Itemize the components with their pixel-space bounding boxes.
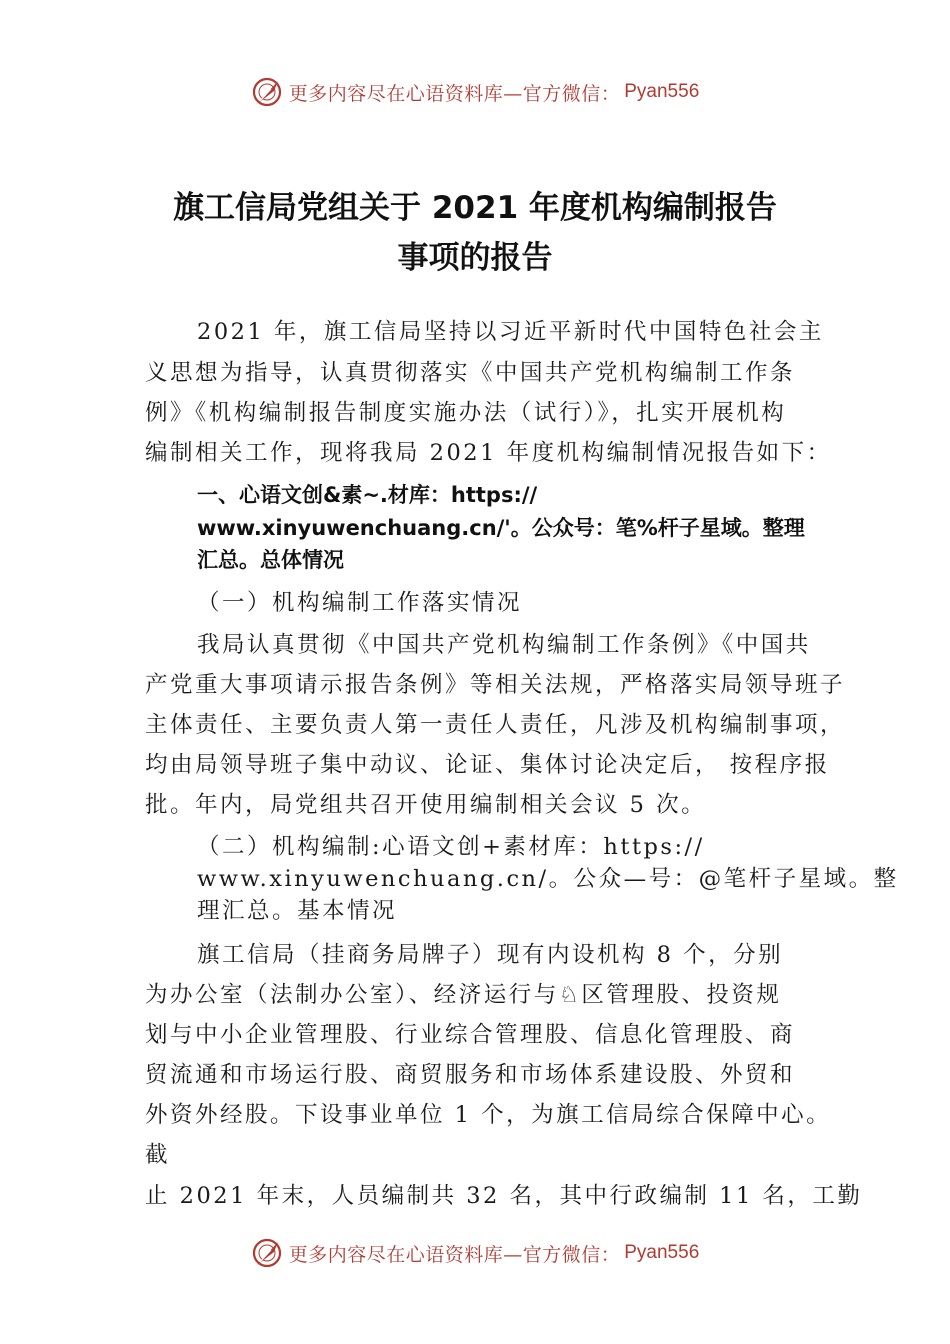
quill-seal-icon <box>251 1237 283 1269</box>
subheading-line: 理汇总。基本情况 <box>197 898 398 924</box>
body-text-line: 划与中小企业管理股、行业综合管理股、信息化管理股、商 <box>145 1022 796 1048</box>
footer-banner <box>0 1233 950 1273</box>
subheading-line: （一）机构编制工作落实情况 <box>197 590 523 616</box>
document-title-line-1: 旗工信局党组关于 2021 年度机构编制报告 <box>173 190 777 226</box>
body-text-line: 编制相关工作，现将我局 2021 年度机构编制情况报告如下： <box>145 440 832 466</box>
banner-text: 更多内容尽在心语资料库—官方微信： <box>288 1243 621 1266</box>
body-text-line: 主体责任、主要负责人第一责任人责任，凡涉及机构编制事项， <box>145 712 846 738</box>
body-text-line: 止 2021 年末，人员编制共 32 名，其中行政编制 11 名，工勤 <box>145 1183 863 1209</box>
body-text-line: 义思想为指导，认真贯彻落实《中国共产党机构编制工作条 <box>145 360 796 386</box>
body-text-line: 外资外经股。下设事业单位 1 个，为旗工信局综合保障中心。 <box>145 1102 832 1128</box>
header-banner <box>0 72 950 112</box>
body-text-line: 截 <box>145 1142 171 1168</box>
body-text-line: 批。年内，局党组共召开使用编制相关会议 5 次。 <box>145 792 707 818</box>
body-text-line: 旗工信局（挂商务局牌子）现有内设机构 8 个，分别 <box>197 942 784 968</box>
section-heading-line: 一、心语文创&素~.材库：https:// <box>197 483 538 507</box>
body-text-line: 2021 年，旗工信局坚持以习近平新时代中国特色社会主 <box>197 319 824 345</box>
banner-text: 更多内容尽在心语资料库—官方微信： <box>288 82 621 105</box>
body-text-line: 贸流通和市场运行股、商贸服务和市场体系建设股、外贸和 <box>145 1062 796 1088</box>
quill-seal-icon <box>251 76 283 108</box>
banner-wechat-id: Pyan556 <box>624 1242 700 1263</box>
section-heading-line: 汇总。总体情况 <box>197 548 344 572</box>
body-text-line: 例》《机构编制报告制度实施办法（试行）》，扎实开展机构 <box>145 400 787 426</box>
body-text-line: 均由局领导班子集中动议、论证、集体讨论决定后， 按程序报 <box>145 752 830 778</box>
body-text-line: 产党重大事项请示报告条例》等相关法规，严格落实局领导班子 <box>145 672 846 698</box>
banner-wechat-id: Pyan556 <box>624 81 700 102</box>
subheading-line: www.xinyuwenchuang.cn/。公众—号：@笔杆子星域。整 <box>197 866 899 892</box>
body-text-line: 为办公室（法制办公室）、经济运行与♘区管理股、投资规 <box>145 982 782 1008</box>
section-heading-line: www.xinyuwenchuang.cn/'。公众号：笔%杆子星域。整理 <box>197 516 805 540</box>
body-text-line: 我局认真贯彻《中国共产党机构编制工作条例》《中国共 <box>197 632 811 658</box>
document-title-line-2: 事项的报告 <box>397 240 553 276</box>
subheading-line: （二）机构编制:心语文创+素材库：https:// <box>197 834 705 860</box>
